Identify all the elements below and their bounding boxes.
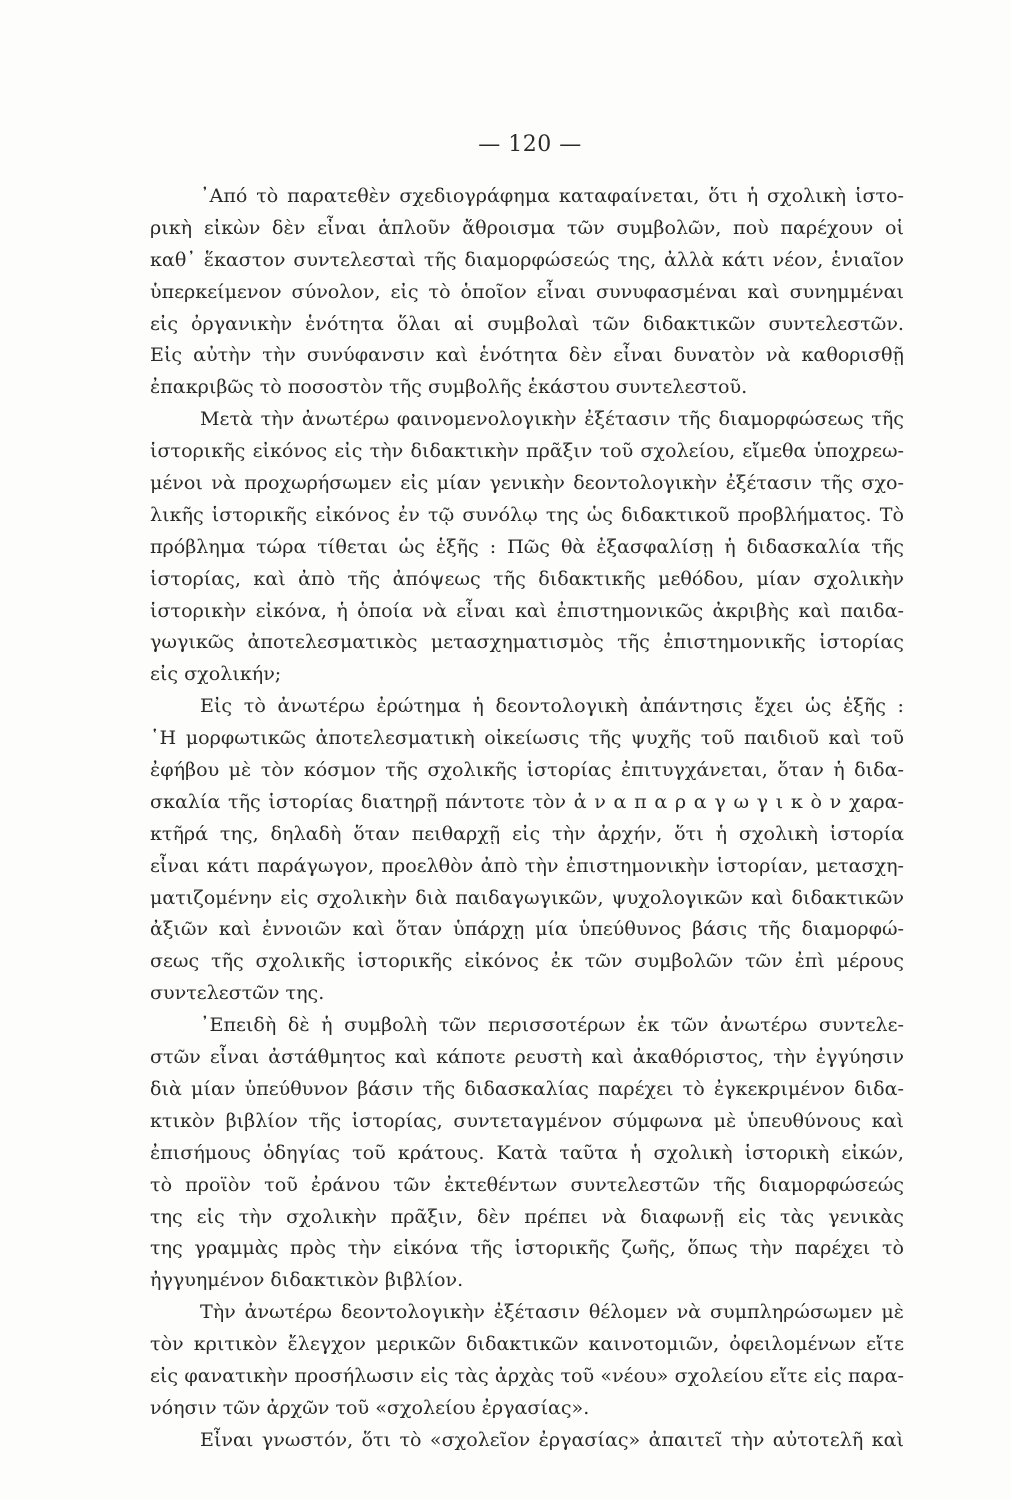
body-text — [150, 180, 904, 1456]
text-line: καθ᾿ ἕκαστον συντελεσταὶ τῆς διαμορφώσεώς της, ἀλλὰ κάτι νέον, ἑνιαῖον — [150, 247, 904, 271]
paragraph — [150, 1009, 904, 1296]
text-line: πρόβλημα τώρα τίθεται ὡς ἑξῆς : Πῶς θὰ ἐξασφαλίσῃ ἡ διδασκαλία τῆς — [150, 534, 904, 558]
text-line: λικῆς ἱστορικῆς εἰκόνος ἐν τῷ συνόλῳ της ὡς διδακτικοῦ προβλήματος. Τὸ — [150, 502, 904, 526]
text-line: γωγικῶς ἀποτελεσματικὸς μετασχηματισμὸς τῆς ἐπιστημονικῆς ἱστορίας — [150, 630, 904, 654]
paragraph — [150, 403, 904, 690]
text-line: διὰ μίαν ὑπεύθυνον βάσιν τῆς διδασκαλίας παρέχει τὸ ἐγκεκριμένον διδα- — [150, 1076, 904, 1100]
text-line: ῾Η μορφωτικῶς ἀποτελεσματικὴ οἰκείωσις τῆς ψυχῆς τοῦ παιδιοῦ καὶ τοῦ — [150, 726, 904, 750]
text-line: στῶν εἶναι ἀστάθμητος καὶ κάποτε ρευστὴ καὶ ἀκαθόριστος, τὴν ἐγγύησιν — [150, 1045, 904, 1069]
paragraph — [150, 1296, 904, 1424]
text-line: ρικὴ εἰκὼν δὲν εἶναι ἁπλοῦν ἄθροισμα τῶν συμβολῶν, ποὺ παρέχουν οἱ — [150, 215, 904, 239]
text-line: ἀξιῶν καὶ ἐννοιῶν καὶ ὅταν ὑπάρχῃ μία ὑπεύθυνος βάσις τῆς διαμορφώ- — [150, 917, 904, 941]
text-line: ἱστορικῆς εἰκόνος εἰς τὴν διδακτικὴν πρᾶξιν τοῦ σχολείου, εἴμεθα ὑποχρεω- — [150, 439, 904, 463]
text-line: Εἶναι γνωστόν, ὅτι τὸ «σχολεῖον ἐργασίας» ἀπαιτεῖ τὴν αὐτοτελῆ καὶ — [200, 1427, 904, 1451]
text-line: σκαλία τῆς ἱστορίας διατηρῇ πάντοτε τὸν ἀ ν α π α ρ α γ ω γ ι κ ὸ ν χαρα- — [150, 789, 904, 813]
paragraph — [150, 1424, 904, 1456]
text-line: ἠγγυημένον διδακτικὸν βιβλίον. — [150, 1268, 464, 1292]
text-line: σεως τῆς σχολικῆς ἱστορικῆς εἰκόνος ἐκ τῶν συμβολῶν τῶν ἐπὶ μέρους — [150, 949, 904, 973]
text-line: ἱστορικὴν εἰκόνα, ἡ ὁποία νὰ εἶναι καὶ ἐπιστημονικῶς ἀκριβὴς καὶ παιδα- — [150, 598, 904, 622]
text-line: κτικὸν βιβλίον τῆς ἱστορίας, συντεταγμένον σύμφωνα μὲ ὑπευθύνους καὶ — [150, 1108, 904, 1132]
text-line: συντελεστῶν της. — [150, 981, 325, 1005]
text-line: ἐπακριβῶς τὸ ποσοστὸν τῆς συμβολῆς ἑκάστου συντελεστοῦ. — [150, 375, 748, 399]
text-line: νόησιν τῶν ἀρχῶν τοῦ «σχολείου ἐργασίας». — [150, 1395, 590, 1419]
page-number: — 120 — — [478, 132, 582, 157]
text-line: της εἰς τὴν σχολικὴν πρᾶξιν, δὲν πρέπει νὰ διαφωνῇ εἰς τὰς γενικὰς — [150, 1204, 904, 1228]
text-line: εἰς σχολικήν; — [150, 662, 282, 686]
text-line: μένοι νὰ προχωρήσωμεν εἰς μίαν γενικὴν δεοντολογικὴν ἐξέτασιν τῆς σχο- — [150, 471, 904, 495]
text-line: ᾿Από τὸ παρατεθὲν σχεδιογράφημα καταφαίνεται, ὅτι ἡ σχολικὴ ἱστο- — [200, 184, 904, 207]
text-line: κτῆρά της, δηλαδὴ ὅταν πειθαρχῇ εἰς τὴν ἀρχήν, ὅτι ἡ σχολικὴ ἱστορία — [150, 821, 904, 845]
text-line: ματιζομένην εἰς σχολικὴν διὰ παιδαγωγικῶν, ψυχολογικῶν καὶ διδακτικῶν — [150, 885, 904, 909]
text-line: εἶναι κάτι παράγωγον, προελθὸν ἀπὸ τὴν ἐπιστημονικὴν ἱστορίαν, μετασχη- — [150, 853, 904, 877]
text-line: της γραμμὰς πρὸς τὴν εἰκόνα τῆς ἱστορικῆς ζωῆς, ὅπως τὴν παρέχει τὸ — [150, 1236, 904, 1260]
text-line: εἰς ὀργανικὴν ἑνότητα ὅλαι αἱ συμβολαὶ τῶν διδακτικῶν συντελεστῶν. — [150, 311, 904, 335]
text-line: ἐφήβου μὲ τὸν κόσμον τῆς σχολικῆς ἱστορίας ἐπιτυγχάνεται, ὅταν ἡ διδα- — [150, 758, 904, 782]
text-line: εἰς φανατικὴν προσήλωσιν εἰς τὰς ἀρχὰς τοῦ «νέου» σχολείου εἴτε εἰς παρα- — [150, 1363, 904, 1387]
text-line: Μετὰ τὴν ἀνωτέρω φαινομενολογικὴν ἐξέτασιν τῆς διαμορφώσεως τῆς — [200, 407, 904, 431]
text-line: Εἰς τὸ ἀνωτέρω ἐρώτημα ἡ δεοντολογικὴ ἀπάντησις ἔχει ὡς ἑξῆς : — [200, 694, 904, 718]
text-line: τὸ προϊὸν τοῦ ἐράνου τῶν ἐκτεθέντων συντελεστῶν τῆς διαμορφώσεώς — [150, 1172, 904, 1196]
text-line: τὸν κριτικὸν ἔλεγχον μερικῶν διδακτικῶν καινοτομιῶν, ὀφειλομένων εἴτε — [150, 1332, 904, 1356]
paragraph — [150, 690, 904, 1009]
text-line: ᾿Επειδὴ δὲ ἡ συμβολὴ τῶν περισσοτέρων ἐκ τῶν ἀνωτέρω συντελε- — [200, 1013, 904, 1037]
text-line: ὑπερκείμενον σύνολον, εἰς τὸ ὁποῖον εἶναι συνυφασμέναι καὶ συνημμέναι — [150, 279, 904, 303]
paragraph — [150, 180, 904, 403]
text-line: Τὴν ἀνωτέρω δεοντολογικὴν ἐξέτασιν θέλομεν νὰ συμπληρώσωμεν μὲ — [200, 1300, 904, 1324]
text-line: ἱστορίας, καὶ ἀπὸ τῆς ἀπόψεως τῆς διδακτικῆς μεθόδου, μίαν σχολικὴν — [150, 566, 904, 590]
text-line: ἐπισήμους ὁδηγίας τοῦ κράτους. Κατὰ ταῦτα ἡ σχολικὴ ἱστορικὴ εἰκών, — [150, 1140, 904, 1164]
text-line: Εἰς αὐτὴν τὴν συνύφανσιν καὶ ἑνότητα δὲν εἶναι δυνατὸν νὰ καθορισθῇ — [150, 343, 904, 367]
